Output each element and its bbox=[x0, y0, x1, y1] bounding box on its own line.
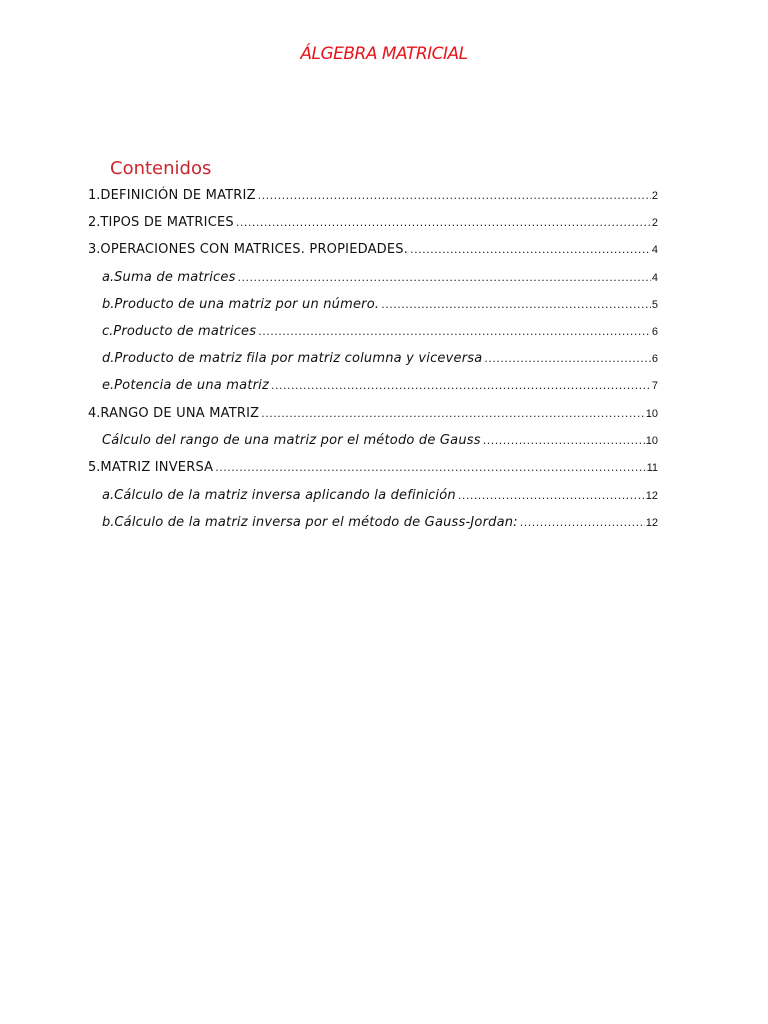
toc-leader-dots bbox=[215, 461, 645, 474]
toc-entry-page: 12 bbox=[645, 490, 658, 502]
toc-leader-dots bbox=[484, 352, 650, 365]
toc-entry-number: 3. bbox=[88, 242, 101, 257]
toc-leader-dots bbox=[381, 298, 651, 311]
toc-heading: Contenidos bbox=[110, 158, 212, 179]
toc-leader-dots bbox=[238, 271, 651, 284]
toc-entry-page: 10 bbox=[645, 408, 658, 420]
toc-leader-dots bbox=[458, 489, 645, 502]
toc-leader-dots bbox=[483, 434, 645, 447]
toc-entry-number: 4. bbox=[88, 406, 101, 421]
toc-entry-text: Producto de matrices bbox=[113, 324, 257, 339]
toc-subentry[interactable] bbox=[102, 297, 658, 323]
toc-entry-text: Cálculo del rango de una matriz por el método de Gauss bbox=[102, 433, 481, 448]
toc-entry-page: 10 bbox=[645, 435, 658, 447]
toc-entry[interactable] bbox=[88, 460, 658, 486]
document-title: ÁLGEBRA MATRICIAL bbox=[300, 44, 468, 64]
toc-entry-text: Potencia de una matriz bbox=[114, 378, 269, 393]
toc-entry-text: Cálculo de la matriz inversa por el método de Gauss-Jordan: bbox=[114, 515, 518, 530]
toc-entry-number: 5. bbox=[88, 460, 101, 475]
toc-entry-number: d. bbox=[102, 351, 115, 366]
toc-entry-page: 2 bbox=[651, 190, 658, 202]
toc-leader-dots bbox=[236, 216, 651, 229]
toc-entry-page: 4 bbox=[651, 244, 658, 256]
toc-leader-dots bbox=[258, 325, 651, 338]
toc-subentry[interactable] bbox=[102, 488, 658, 514]
toc-entry-page: 6 bbox=[651, 326, 658, 338]
toc-entry-page: 11 bbox=[646, 462, 658, 474]
toc-entry-page: 2 bbox=[651, 217, 658, 229]
toc-entry-number: e. bbox=[102, 378, 115, 393]
toc-entry-number: 1. bbox=[88, 188, 101, 203]
toc-entry[interactable] bbox=[88, 215, 658, 241]
toc-entry-number: c. bbox=[102, 324, 114, 339]
toc-subentry[interactable] bbox=[102, 270, 658, 296]
toc-subentry[interactable] bbox=[102, 351, 658, 377]
toc-leader-dots bbox=[271, 379, 651, 392]
toc-entry-number: b. bbox=[102, 515, 115, 530]
toc-entry-text: Producto de una matriz por un número. bbox=[114, 297, 380, 312]
toc-leader-dots bbox=[258, 189, 651, 202]
toc-leader-dots bbox=[410, 243, 651, 256]
toc-entry-text: Producto de matriz fila por matriz columna y viceversa bbox=[114, 351, 483, 366]
toc-entry-page: 5 bbox=[651, 299, 658, 311]
toc-entry-page: 4 bbox=[651, 272, 658, 284]
toc-entry[interactable] bbox=[88, 406, 658, 432]
toc-entry[interactable] bbox=[88, 188, 658, 214]
toc-entry[interactable] bbox=[88, 242, 658, 268]
toc-entry-number: 2. bbox=[88, 215, 101, 230]
toc-entry-text: MATRIZ INVERSA bbox=[100, 460, 214, 475]
toc-subentry[interactable] bbox=[102, 324, 658, 350]
toc-subentry[interactable] bbox=[102, 378, 658, 404]
toc-entry-page: 6 bbox=[651, 353, 658, 365]
toc-subentry[interactable] bbox=[102, 433, 658, 459]
toc-entry-text: OPERACIONES CON MATRICES. PROPIEDADES. bbox=[100, 242, 409, 257]
toc-entry-number: a. bbox=[102, 270, 115, 285]
toc-entry-number: b. bbox=[102, 297, 115, 312]
toc-entry-text: TIPOS DE MATRICES bbox=[100, 215, 234, 230]
toc-entry-number: a. bbox=[102, 488, 115, 503]
toc-entry-text: RANGO DE UNA MATRIZ bbox=[100, 406, 260, 421]
toc-leader-dots bbox=[520, 516, 645, 529]
toc-entry-text: Cálculo de la matriz inversa aplicando la definición bbox=[114, 488, 456, 503]
toc-entry-page: 7 bbox=[651, 380, 658, 392]
toc-entry-page: 12 bbox=[645, 517, 658, 529]
toc-entry-text: Suma de matrices bbox=[114, 270, 236, 285]
toc-leader-dots bbox=[261, 407, 645, 420]
toc-subentry[interactable] bbox=[102, 515, 658, 541]
toc-entry-text: DEFINICIÓN DE MATRIZ bbox=[100, 188, 256, 203]
